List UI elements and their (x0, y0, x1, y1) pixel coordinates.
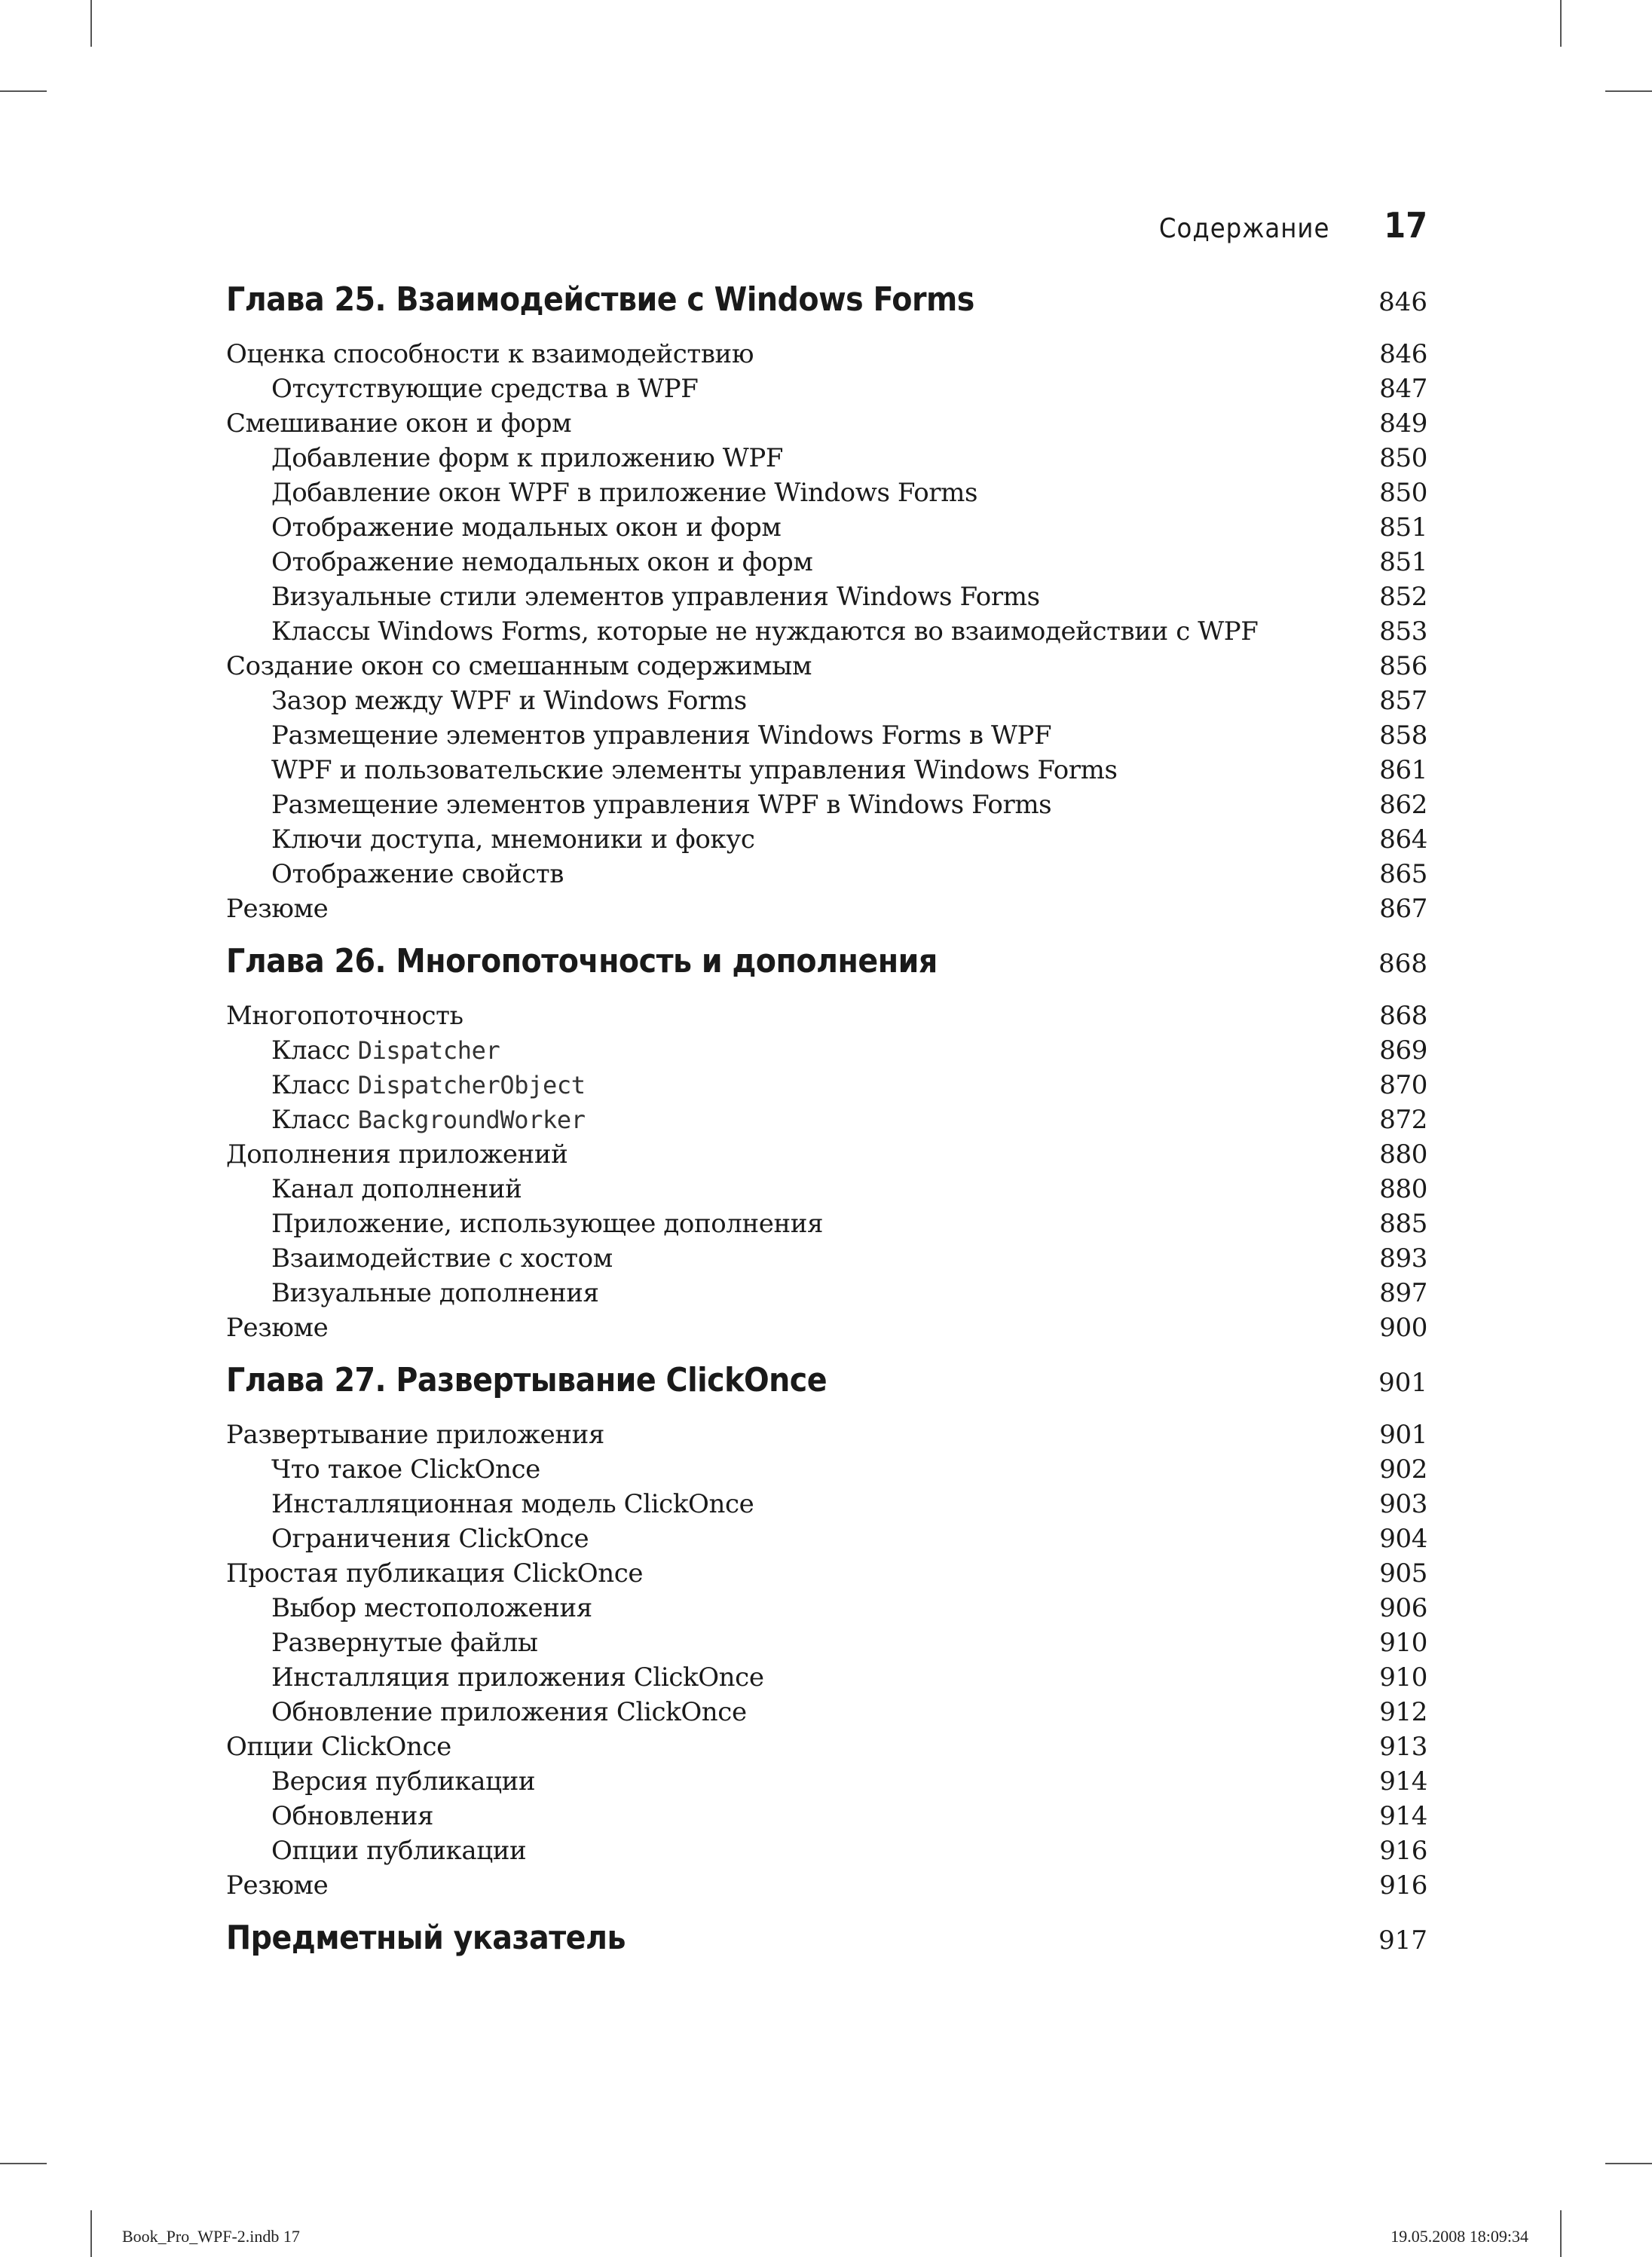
entry-title-text: Обновление приложения ClickOnce (271, 1697, 747, 1727)
crop-mark (1605, 90, 1652, 92)
entry-title-text: Дополнения приложений (226, 1139, 568, 1170)
entry-title-text: Резюме (226, 1313, 329, 1343)
entry-page-number: 914 (1379, 1766, 1427, 1797)
entry-title-text: Версия публикации (271, 1766, 536, 1797)
toc-subsection-entry (226, 582, 1427, 616)
entry-title (226, 790, 1051, 820)
entry-title-text: Создание окон со смешанным содержимым (226, 651, 812, 681)
entry-title-text: Инсталляционная модель ClickOnce (271, 1489, 754, 1519)
entry-title (226, 443, 783, 473)
entry-title-text: Развернутые файлы (271, 1628, 538, 1658)
entry-title (226, 1870, 328, 1901)
entry-page-number: 861 (1379, 755, 1427, 785)
entry-title-text: Отображение свойств (271, 859, 564, 889)
toc-subsection-entry (226, 1035, 1427, 1070)
entry-page-number: 868 (1379, 1001, 1427, 1031)
entry-page-number: 849 (1379, 408, 1427, 439)
chapter-title: Глава 27. Развертывание ClickOnce (226, 1361, 828, 1399)
entry-title (226, 1558, 643, 1589)
entry-page-number: 858 (1379, 720, 1427, 751)
toc-section-entry (226, 1558, 1427, 1593)
entry-title-text: Что такое ClickOnce (271, 1454, 540, 1485)
entry-title-text: Класс (271, 1070, 350, 1100)
toc-section-entry (226, 1732, 1427, 1766)
toc-subsection-entry (226, 720, 1427, 755)
chapter-title: Глава 25. Взаимодействие с Windows Forms (226, 280, 974, 319)
index-page-number: 917 (1378, 1925, 1427, 1956)
toc-section-entry (226, 1313, 1427, 1347)
toc-subsection-entry (226, 686, 1427, 720)
entry-title-text: Ключи доступа, мнемоники и фокус (271, 824, 755, 855)
crop-mark (1560, 0, 1562, 47)
toc-subsection-entry (226, 512, 1427, 547)
toc-subsection-entry (226, 859, 1427, 894)
entry-title-text: Класс (271, 1035, 350, 1066)
index-heading (226, 1919, 1427, 1968)
toc-subsection-entry (226, 790, 1427, 824)
entry-title (226, 1489, 754, 1519)
entry-title (226, 582, 1040, 612)
chapter-block (226, 942, 1427, 1347)
toc-section-entry (226, 1139, 1427, 1174)
crop-mark (90, 2210, 92, 2257)
toc-section-entry (226, 339, 1427, 374)
entry-title (226, 1662, 764, 1693)
toc-subsection-entry (226, 1628, 1427, 1662)
entry-page-number: 851 (1379, 547, 1427, 577)
footer-timestamp: 19.05.2008 18:09:34 (1390, 2227, 1528, 2246)
entry-page-number: 903 (1379, 1489, 1427, 1519)
entry-title-text: Ограничения ClickOnce (271, 1524, 589, 1554)
running-header (226, 205, 1427, 246)
entry-title (226, 755, 1118, 785)
toc-subsection-entry (226, 374, 1427, 408)
toc-subsection-entry (226, 1454, 1427, 1489)
entry-title (226, 547, 812, 577)
toc-subsection-entry (226, 755, 1427, 790)
toc-section-entry (226, 894, 1427, 928)
entry-title (226, 894, 328, 924)
toc-subsection-entry (226, 1836, 1427, 1870)
entry-title-text: Оценка способности к взаимодействию (226, 339, 754, 369)
entry-page-number: 912 (1379, 1697, 1427, 1727)
entry-page-number: 847 (1379, 374, 1427, 404)
entry-page-number: 851 (1379, 512, 1427, 543)
entry-page-number: 916 (1379, 1870, 1427, 1901)
index-title: Предметный указатель (226, 1919, 626, 1957)
toc-subsection-entry (226, 478, 1427, 512)
entry-title-text: Отображение модальных окон и форм (271, 512, 782, 543)
chapter-page-number: 901 (1378, 1368, 1427, 1398)
entry-title-text: Опции публикации (271, 1836, 527, 1866)
entry-title (226, 1454, 540, 1485)
entry-title-text: Простая публикация ClickOnce (226, 1558, 644, 1589)
entry-title-text: WPF и пользовательские элементы управления Windows Forms (271, 755, 1118, 785)
entry-title (226, 1174, 522, 1204)
entry-page-number: 880 (1379, 1139, 1427, 1170)
entry-title (226, 1243, 613, 1274)
entry-title-text: Канал дополнений (271, 1174, 522, 1204)
entry-page-number: 910 (1379, 1662, 1427, 1693)
entry-page-number: 852 (1379, 582, 1427, 612)
toc-subsection-entry (226, 1801, 1427, 1836)
entry-title-text: Размещение элементов управления WPF в Windows Forms (271, 790, 1052, 820)
entry-title-text: Смешивание окон и форм (226, 408, 572, 439)
crop-mark (90, 0, 92, 47)
toc-subsection-entry (226, 1278, 1427, 1313)
entry-page-number: 880 (1379, 1174, 1427, 1204)
entry-title-text: Приложение, использующее дополнения (271, 1209, 824, 1239)
entry-page-number: 893 (1379, 1243, 1427, 1274)
class-name-code: Dispatcher (357, 1036, 500, 1065)
entry-page-number: 864 (1379, 824, 1427, 855)
entry-title (226, 408, 571, 439)
toc-subsection-entry (226, 824, 1427, 859)
toc-subsection-entry (226, 1489, 1427, 1524)
entry-title (226, 1035, 500, 1066)
entry-title-text: Классы Windows Forms, которые не нуждаются во взаимодействии с WPF (271, 616, 1259, 647)
entry-title (226, 1697, 747, 1727)
entry-title (226, 1801, 433, 1831)
toc-section-entry (226, 651, 1427, 686)
entry-title-text: Инсталляция приложения ClickOnce (271, 1662, 764, 1693)
section-name: Содержание (1158, 213, 1330, 244)
entry-title (226, 374, 698, 404)
entry-title-text: Многопоточность (226, 1001, 463, 1031)
entry-title-text: Опции ClickOnce (226, 1732, 451, 1762)
entry-title (226, 1139, 567, 1170)
entry-title (226, 1628, 538, 1658)
chapter-heading (226, 942, 1427, 992)
chapter-block (226, 1361, 1427, 1905)
entry-page-number: 856 (1379, 651, 1427, 681)
entry-title-text: Отсутствующие средства в WPF (271, 374, 699, 404)
entry-title (226, 1209, 823, 1239)
entry-page-number: 897 (1379, 1278, 1427, 1308)
entry-page-number: 857 (1379, 686, 1427, 716)
entry-page-number: 850 (1379, 478, 1427, 508)
entry-title (226, 1420, 604, 1450)
toc-section-entry (226, 408, 1427, 443)
entry-title (226, 1313, 328, 1343)
entry-title (226, 1836, 526, 1866)
table-of-contents (226, 280, 1427, 1977)
entry-page-number: 885 (1379, 1209, 1427, 1239)
toc-subsection-entry (226, 1174, 1427, 1209)
entry-title (226, 651, 812, 681)
class-name-code: BackgroundWorker (357, 1106, 586, 1134)
entry-page-number: 913 (1379, 1732, 1427, 1762)
entry-page-number: 914 (1379, 1801, 1427, 1831)
entry-title (226, 512, 781, 543)
toc-subsection-entry (226, 443, 1427, 478)
entry-title-text: Отображение немодальных окон и форм (271, 547, 813, 577)
entry-title (226, 1593, 592, 1623)
entry-title-text: Обновления (271, 1801, 434, 1831)
entry-page-number: 865 (1379, 859, 1427, 889)
crop-mark (0, 2163, 47, 2164)
page-folio: 17 (1384, 205, 1427, 246)
entry-title-text: Зазор между WPF и Windows Forms (271, 686, 747, 716)
entry-title-text: Развертывание приложения (226, 1420, 604, 1450)
entry-page-number: 900 (1379, 1313, 1427, 1343)
entry-title (226, 720, 1051, 751)
entry-title (226, 824, 755, 855)
toc-subsection-entry (226, 1766, 1427, 1801)
toc-subsection-entry (226, 1105, 1427, 1139)
entry-page-number: 853 (1379, 616, 1427, 647)
entry-title-text: Размещение элементов управления Windows Forms в WPF (271, 720, 1052, 751)
entry-page-number: 867 (1379, 894, 1427, 924)
entry-page-number: 862 (1379, 790, 1427, 820)
toc-subsection-entry (226, 547, 1427, 582)
entry-page-number: 904 (1379, 1524, 1427, 1554)
toc-subsection-entry (226, 1697, 1427, 1732)
entry-title (226, 1766, 535, 1797)
entry-title-text: Резюме (226, 1870, 329, 1901)
toc-subsection-entry (226, 616, 1427, 651)
entry-page-number: 870 (1379, 1070, 1427, 1100)
crop-mark (1605, 2163, 1652, 2164)
entry-page-number: 901 (1379, 1420, 1427, 1450)
toc-subsection-entry (226, 1593, 1427, 1628)
toc-subsection-entry (226, 1209, 1427, 1243)
chapter-block (226, 280, 1427, 928)
chapter-page-number: 846 (1378, 287, 1427, 317)
toc-section-entry (226, 1001, 1427, 1035)
toc-section-entry (226, 1870, 1427, 1905)
footer-file-info: Book_Pro_WPF-2.indb 17 (122, 2227, 300, 2246)
toc-subsection-entry (226, 1070, 1427, 1105)
entry-title (226, 616, 1258, 647)
entry-title-text: Добавление форм к приложению WPF (271, 443, 784, 473)
entry-page-number: 905 (1379, 1558, 1427, 1589)
toc-subsection-entry (226, 1243, 1427, 1278)
entry-title-text: Визуальные стили элементов управления Windows Forms (271, 582, 1040, 612)
entry-page-number: 916 (1379, 1836, 1427, 1866)
entry-title-text: Взаимодействие с хостом (271, 1243, 613, 1274)
entry-title (226, 686, 747, 716)
entry-title (226, 859, 564, 889)
chapter-page-number: 868 (1378, 949, 1427, 979)
chapter-heading (226, 1361, 1427, 1411)
entry-title-text: Визуальные дополнения (271, 1278, 599, 1308)
entry-title (226, 1105, 586, 1135)
toc-subsection-entry (226, 1524, 1427, 1558)
entry-page-number: 906 (1379, 1593, 1427, 1623)
entry-title (226, 1070, 586, 1100)
entry-page-number: 872 (1379, 1105, 1427, 1135)
entry-page-number: 869 (1379, 1035, 1427, 1066)
entry-page-number: 846 (1379, 339, 1427, 369)
entry-title (226, 1278, 599, 1308)
class-name-code: DispatcherObject (357, 1071, 586, 1099)
crop-mark (0, 90, 47, 92)
entry-page-number: 902 (1379, 1454, 1427, 1485)
entry-title-text: Выбор местоположения (271, 1593, 592, 1623)
entry-title-text: Добавление окон WPF в приложение Windows Forms (271, 478, 978, 508)
entry-title (226, 339, 754, 369)
entry-title (226, 478, 977, 508)
entry-title (226, 1732, 451, 1762)
toc-section-entry (226, 1420, 1427, 1454)
chapter-title: Глава 26. Многопоточность и дополнения (226, 942, 938, 980)
entry-page-number: 910 (1379, 1628, 1427, 1658)
entry-title-text: Резюме (226, 894, 329, 924)
crop-mark (1560, 2210, 1562, 2257)
toc-subsection-entry (226, 1662, 1427, 1697)
entry-title (226, 1001, 463, 1031)
entry-page-number: 850 (1379, 443, 1427, 473)
chapter-heading (226, 280, 1427, 330)
entry-title (226, 1524, 589, 1554)
entry-title-text: Класс (271, 1105, 350, 1135)
